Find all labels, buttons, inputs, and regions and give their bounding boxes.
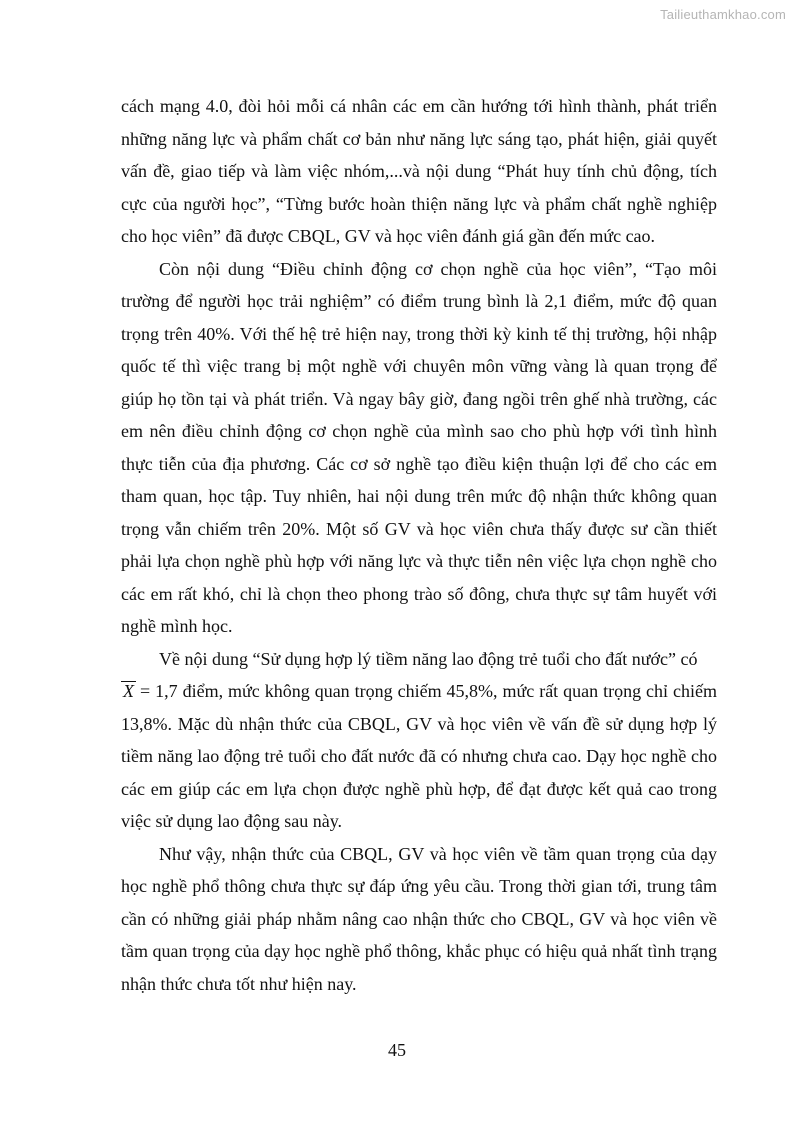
document-body xyxy=(121,90,717,1000)
paragraph-2: Còn nội dung “Điều chỉnh động cơ chọn nghề của học viên”, “Tạo môi trường để người học trải nghiệm” có điểm trung bình là 2,1 điểm, mức độ quan trọng trên 40%. Với thế hệ trẻ hiện nay, trong thời kỳ kinh tế thị trường, hội nhập quốc tế thì việc trang bị một nghề với chuyên môn vững vàng là quan trọng để giúp họ tồn tại và phát triển. Và ngay bây giờ, đang ngồi trên ghế nhà trường, các em nên điều chỉnh động cơ chọn nghề của mình sao cho phù hợp với tình hình thực tiễn của địa phương. Các cơ sở nghề tạo điều kiện thuận lợi để cho các em tham quan, học tập. Tuy nhiên, hai nội dung trên mức độ nhận thức không quan trọng vẫn chiếm trên 20%. Một số GV và học viên chưa thấy được sư cần thiết phải lựa chọn nghề phù hợp với năng lực và thực tiễn nên việc lựa chọn nghề cho các em rất khó, chỉ là chọn theo phong trào số đông, chưa thực sự tâm huyết với nghề mình học. xyxy=(121,258,717,636)
paragraph-5: Như vậy, nhận thức của CBQL, GV và học viên về tầm quan trọng của dạy học nghề phổ thông chưa thực sự đáp ứng yêu cầu. Trong thời gian tới, trung tâm cần có những giải pháp nhằm nâng cao nhận thức cho CBQL, GV và học viên về tầm quan trọng của dạy học nghề phổ thông, khắc phục có hiệu quả nhất tình trạng nhận thức chưa tốt như hiện nay. xyxy=(121,843,717,994)
paragraph-1: cách mạng 4.0, đòi hỏi mỗi cá nhân các em cần hướng tới hình thành, phát triển những năng lực và phẩm chất cơ bản như năng lực sáng tạo, phát hiện, giải quyết vấn đề, giao tiếp và làm việc nhóm,...và nội dung “Phát huy tính chủ động, tích cực của người học”, “Từng bước hoàn thiện năng lực và phẩm chất nghề nghiệp cho học viên” đã được CBQL, GV và học viên đánh giá gần đến mức cao. xyxy=(121,96,717,246)
paragraph-4 xyxy=(121,675,717,838)
mean-symbol: X xyxy=(123,681,134,701)
watermark-text: Tailieuthamkhao.com xyxy=(660,7,786,22)
page-number: 45 xyxy=(388,1040,406,1060)
paragraph-3: Về nội dung “Sử dụng hợp lý tiềm năng lao động trẻ tuổi cho đất nước” có xyxy=(159,648,698,669)
paragraph-4-text: = 1,7 điểm, mức không quan trọng chiếm 45,8%, mức rất quan trọng chỉ chiếm 13,8%. Mặc dù nhận thức của CBQL, GV và học viên về vấn đề sử dụng hợp lý tiềm năng lao động trẻ tuổi cho đất nước đã có nhưng chưa cao. Dạy học nghề cho các em giúp các em lựa chọn được nghề phù hợp, để đạt được kết quả cao trong việc sử dụng lao động sau này. xyxy=(121,681,717,831)
